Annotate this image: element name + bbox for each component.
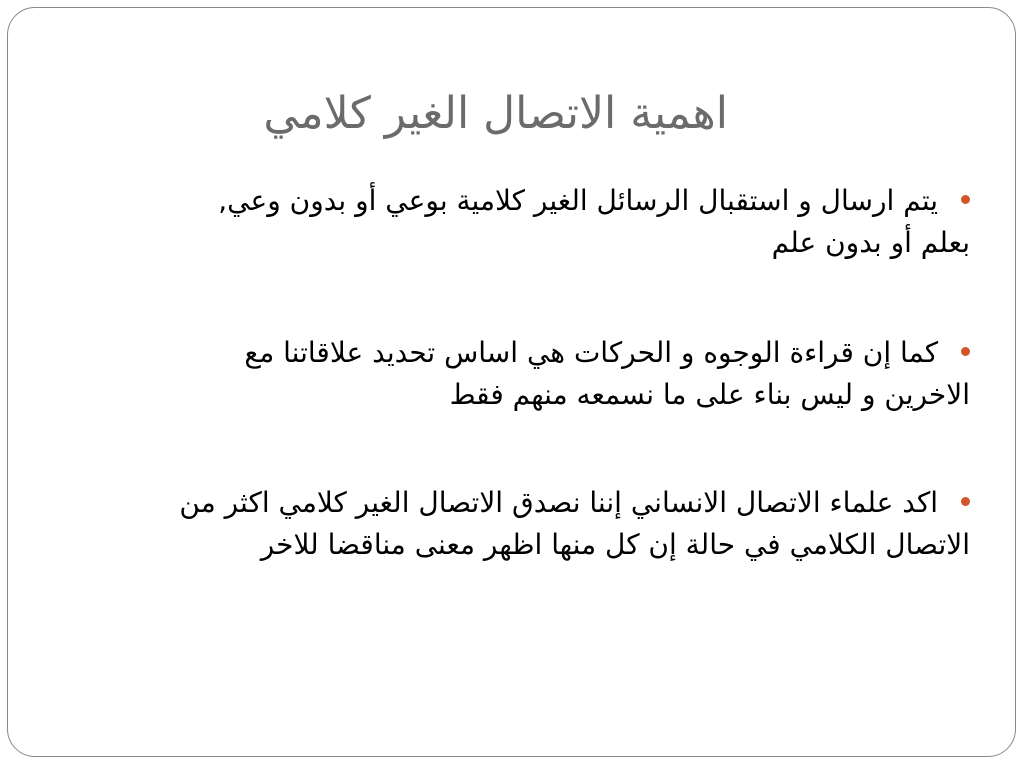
bullet-list (163, 180, 970, 566)
bullet-item (163, 332, 970, 416)
bullet-text: يتم ارسال و استقبال الرسائل الغير كلامية بوعي أو بدون وعي, بعلم أو بدون علم (218, 184, 970, 259)
slide-frame (7, 7, 1016, 757)
slide-title: اهمية الاتصال الغير كلامي (263, 88, 728, 139)
bullet-dot-icon (961, 347, 970, 356)
bullet-text: اكد علماء الاتصال الانساني إننا نصدق الاتصال الغير كلامي اكثر من الاتصال الكلامي في حالة إن كل منها اظهر معنى مناقضا للاخر (179, 486, 970, 561)
bullet-text: كما إن قراءة الوجوه و الحركات هي اساس تحديد علاقاتنا مع الاخرين و ليس بناء على ما نسمعه منهم فقط (244, 336, 970, 411)
bullet-item (163, 180, 970, 264)
bullet-dot-icon (961, 497, 970, 506)
bullet-item (163, 482, 970, 566)
bullet-dot-icon (961, 195, 970, 204)
